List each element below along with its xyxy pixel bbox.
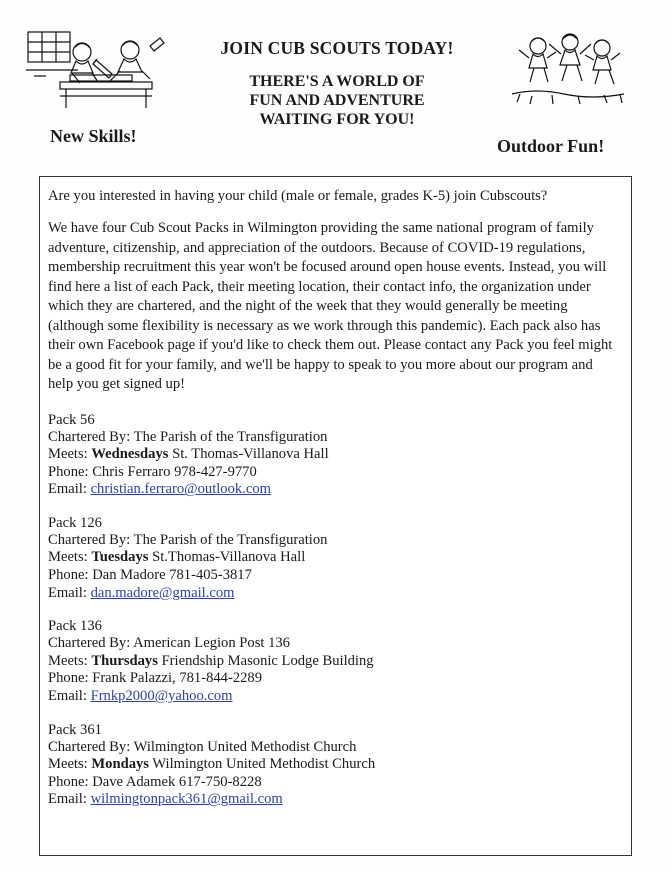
label-email: Email:: [48, 584, 87, 601]
intro-question: Are you interested in having your child (male or female, grades K-5) join Cubscouts?: [48, 188, 548, 204]
pack-chartered-line: [48, 635, 617, 653]
label-meets: Meets:: [48, 446, 88, 463]
pack-email-line: [48, 481, 617, 499]
pack-meets-place: St. Thomas-Villanova Hall: [172, 446, 329, 463]
pack-meets-line: [48, 446, 617, 464]
pack-name: Pack 56: [48, 411, 95, 428]
subhead-line-3: WAITING FOR YOU!: [259, 111, 415, 128]
pack-phone-line: [48, 670, 617, 688]
pack-phone: Dave Adamek 617-750-8228: [92, 773, 262, 790]
pack-email[interactable]: Frnkp2000@yahoo.com: [90, 688, 233, 705]
label-phone: Phone:: [48, 567, 89, 584]
scouts-outdoor-play-clipart: [508, 32, 628, 114]
label-chartered-by: Chartered By:: [48, 531, 131, 548]
pack-email-line: [48, 791, 617, 809]
pack-meets-place: Friendship Masonic Lodge Building: [161, 652, 374, 669]
label-chartered-by: Chartered By:: [48, 428, 131, 445]
pack-phone-line: [48, 567, 617, 585]
pack-phone: Chris Ferraro 978-427-9770: [92, 463, 257, 480]
pack-chartered-by: The Parish of the Transfiguration: [133, 531, 328, 548]
flyer-header: [0, 0, 672, 156]
pack-chartered-by: The Parish of the Transfiguration: [133, 428, 328, 445]
pack-entry: [48, 617, 617, 705]
pack-email[interactable]: dan.madore@gmail.com: [90, 584, 235, 601]
pack-entry: [48, 721, 617, 809]
pack-meets-place: Wilmington United Methodist Church: [152, 756, 376, 773]
pack-meets-line: [48, 756, 617, 774]
label-chartered-by: Chartered By:: [48, 635, 131, 652]
pack-email-line: [48, 585, 617, 603]
pack-meets-day: Mondays: [91, 756, 149, 773]
label-meets: Meets:: [48, 549, 88, 566]
pack-phone-line: [48, 774, 617, 792]
pack-phone-line: [48, 464, 617, 482]
label-phone: Phone:: [48, 773, 89, 790]
subhead-line-1: THERE'S A WORLD OF: [249, 73, 425, 90]
pack-name: Pack 361: [48, 721, 102, 738]
label-chartered-by: Chartered By:: [48, 738, 131, 755]
pack-email[interactable]: wilmingtonpack361@gmail.com: [90, 791, 283, 808]
pack-entry: [48, 514, 617, 602]
header-text-block: [172, 38, 502, 129]
pack-meets-line: [48, 653, 617, 671]
pack-entry: [48, 411, 617, 499]
pack-name: Pack 136: [48, 618, 102, 635]
label-meets: Meets:: [48, 652, 88, 669]
body-box: [39, 176, 632, 856]
scouts-woodworking-clipart: [26, 30, 166, 108]
label-phone: Phone:: [48, 463, 89, 480]
caption-outdoor-fun: Outdoor Fun!: [497, 136, 605, 156]
intro-paragraph: We have four Cub Scout Packs in Wilmington providing the same national program of family adventure, citizenship, and appreciation of the outdoors. Because of COVID-19 regulations, membership recruitment this year won't be focused around open house events. Instead, you will find here a list of each Pack, their meeting location, their contact info, the organization under which they are chartered, and the night of the week that they would generally be meeting (although some flexibility is necessary as we work through this pandemic). Each pack also has their own Facebook page if you'd like to check them out. Please contact any Pack you feel might be a good fit for your family, and we'll be happy to speak to you more about our program and help you get signed up!: [48, 220, 613, 392]
pack-email[interactable]: christian.ferraro@outlook.com: [90, 481, 271, 498]
label-meets: Meets:: [48, 756, 88, 773]
pack-phone: Frank Palazzi, 781-844-2289: [92, 670, 263, 687]
headline: JOIN CUB SCOUTS TODAY!: [220, 38, 454, 58]
pack-email-line: [48, 688, 617, 706]
pack-meets-line: [48, 549, 617, 567]
pack-chartered-by: American Legion Post 136: [133, 635, 290, 652]
pack-chartered-line: [48, 532, 617, 550]
pack-name: Pack 126: [48, 514, 102, 531]
subhead-line-2: FUN AND ADVENTURE: [249, 92, 425, 109]
caption-new-skills: New Skills!: [50, 126, 137, 146]
pack-meets-day: Wednesdays: [91, 446, 169, 463]
pack-chartered-line: [48, 429, 617, 447]
label-phone: Phone:: [48, 670, 89, 687]
label-email: Email:: [48, 791, 87, 808]
pack-chartered-by: Wilmington United Methodist Church: [133, 738, 357, 755]
label-email: Email:: [48, 688, 87, 705]
pack-chartered-line: [48, 739, 617, 757]
pack-meets-place: St.Thomas-Villanova Hall: [152, 549, 306, 566]
pack-meets-day: Tuesdays: [91, 549, 149, 566]
pack-phone: Dan Madore 781-405-3817: [92, 567, 252, 584]
pack-meets-day: Thursdays: [91, 652, 158, 669]
label-email: Email:: [48, 481, 87, 498]
